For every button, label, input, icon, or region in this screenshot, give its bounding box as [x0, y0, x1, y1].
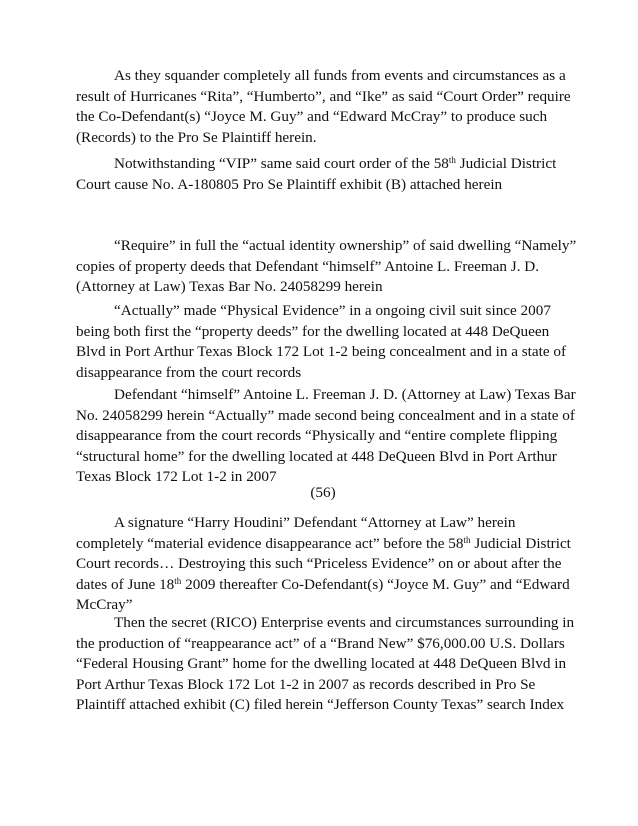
text-line: Port Arthur Texas Block 172 Lot 1-2 in 2007 as records described in Pro Se	[76, 675, 536, 693]
text-line: Then the secret (RICO) Enterprise events and circumstances surrounding in	[114, 614, 575, 631]
text-line: Defendant “himself” Antoine L. Freeman J. D. (Attorney at Law) Texas Bar	[114, 386, 576, 403]
text-line	[76, 154, 568, 175]
ordinal-suffix: th	[463, 534, 471, 545]
text-line: “Federal Housing Grant” home for the dwelling located at 448 DeQueen Blvd in	[76, 655, 567, 672]
text-line	[76, 575, 568, 596]
text-line: Court cause No. A-180805 Pro Se Plaintiff exhibit (B) attached herein	[76, 175, 503, 193]
text-line: “structural home” for the dwelling located at 448 DeQueen Blvd in Port Arthur	[76, 447, 557, 465]
text-segment: Notwithstanding “VIP” same said court order of the 58	[114, 155, 449, 172]
page-number	[0, 483, 638, 504]
text-line: disappearance from the court records “Physically and “entire complete flipping	[76, 427, 558, 444]
text-line: A signature “Harry Houdini” Defendant “Attorney at Law” herein	[114, 514, 516, 531]
text-line: Texas Block 172 Lot 1-2 in 2007	[76, 468, 277, 485]
text-line: result of Hurricanes “Rita”, “Humberto”, and “Ike” as said “Court Order” require	[76, 87, 571, 105]
text-line: the production of “reappearance act” of a “Brand New” $76,000.00 U.S. Dollars	[76, 634, 565, 652]
text-line: Plaintiff attached exhibit (C) filed herein “Jefferson County Texas” search Index	[76, 696, 565, 713]
text-segment: Judicial District	[470, 534, 571, 552]
text-line: No. 24058299 herein “Actually” made second being concealment and in a state of	[76, 406, 575, 424]
text-line: As they squander completely all funds from events and circumstances as a	[114, 67, 566, 84]
text-line: “Actually” made “Physical Evidence” in a ongoing civil suit since 2007	[114, 302, 551, 319]
text-segment: completely “material evidence disappearance act” before the 58	[76, 534, 464, 552]
text-line: Blvd in Port Arthur Texas Block 172 Lot 1-2 being concealment and in a state of	[76, 343, 567, 360]
paragraph-4	[76, 301, 568, 383]
text-segment: Judicial District	[455, 155, 557, 172]
page-number-text: (56)	[310, 484, 336, 501]
text-line: disappearance from the court records	[76, 363, 302, 381]
text-line: being both first the “property deeds” for the dwelling located at 448 DeQueen	[76, 322, 550, 340]
text-line: McCray”	[76, 596, 133, 613]
paragraph-7	[76, 613, 575, 716]
text-line: (Records) to the Pro Se Plaintiff herein.	[76, 128, 317, 146]
text-line	[76, 534, 571, 555]
text-line: Court records… Destroying this such “Priceless Evidence” on or about after the	[76, 555, 562, 572]
ordinal-suffix: th	[448, 155, 456, 165]
text-line: “Require” in full the “actual identity ownership” of said dwelling “Namely”	[114, 237, 577, 254]
ordinal-suffix: th	[174, 575, 182, 586]
paragraph-1	[76, 66, 571, 148]
text-segment: 2009 thereafter Co-Defendant(s) “Joyce M. Guy” and “Edward	[181, 575, 570, 593]
text-line: (Attorney at Law) Texas Bar No. 24058299 herein	[76, 278, 383, 295]
paragraph-3	[76, 236, 577, 298]
text-line: copies of property deeds that Defendant “himself” Antoine L. Freeman J. D.	[76, 257, 540, 275]
paragraph-6	[76, 513, 571, 616]
paragraph-2	[76, 154, 568, 195]
text-line: the Co-Defendant(s) “Joyce M. Guy” and “Edward McCray” to produce such	[76, 108, 548, 125]
paragraph-5	[76, 385, 576, 488]
text-segment: dates of June 18	[76, 575, 175, 593]
